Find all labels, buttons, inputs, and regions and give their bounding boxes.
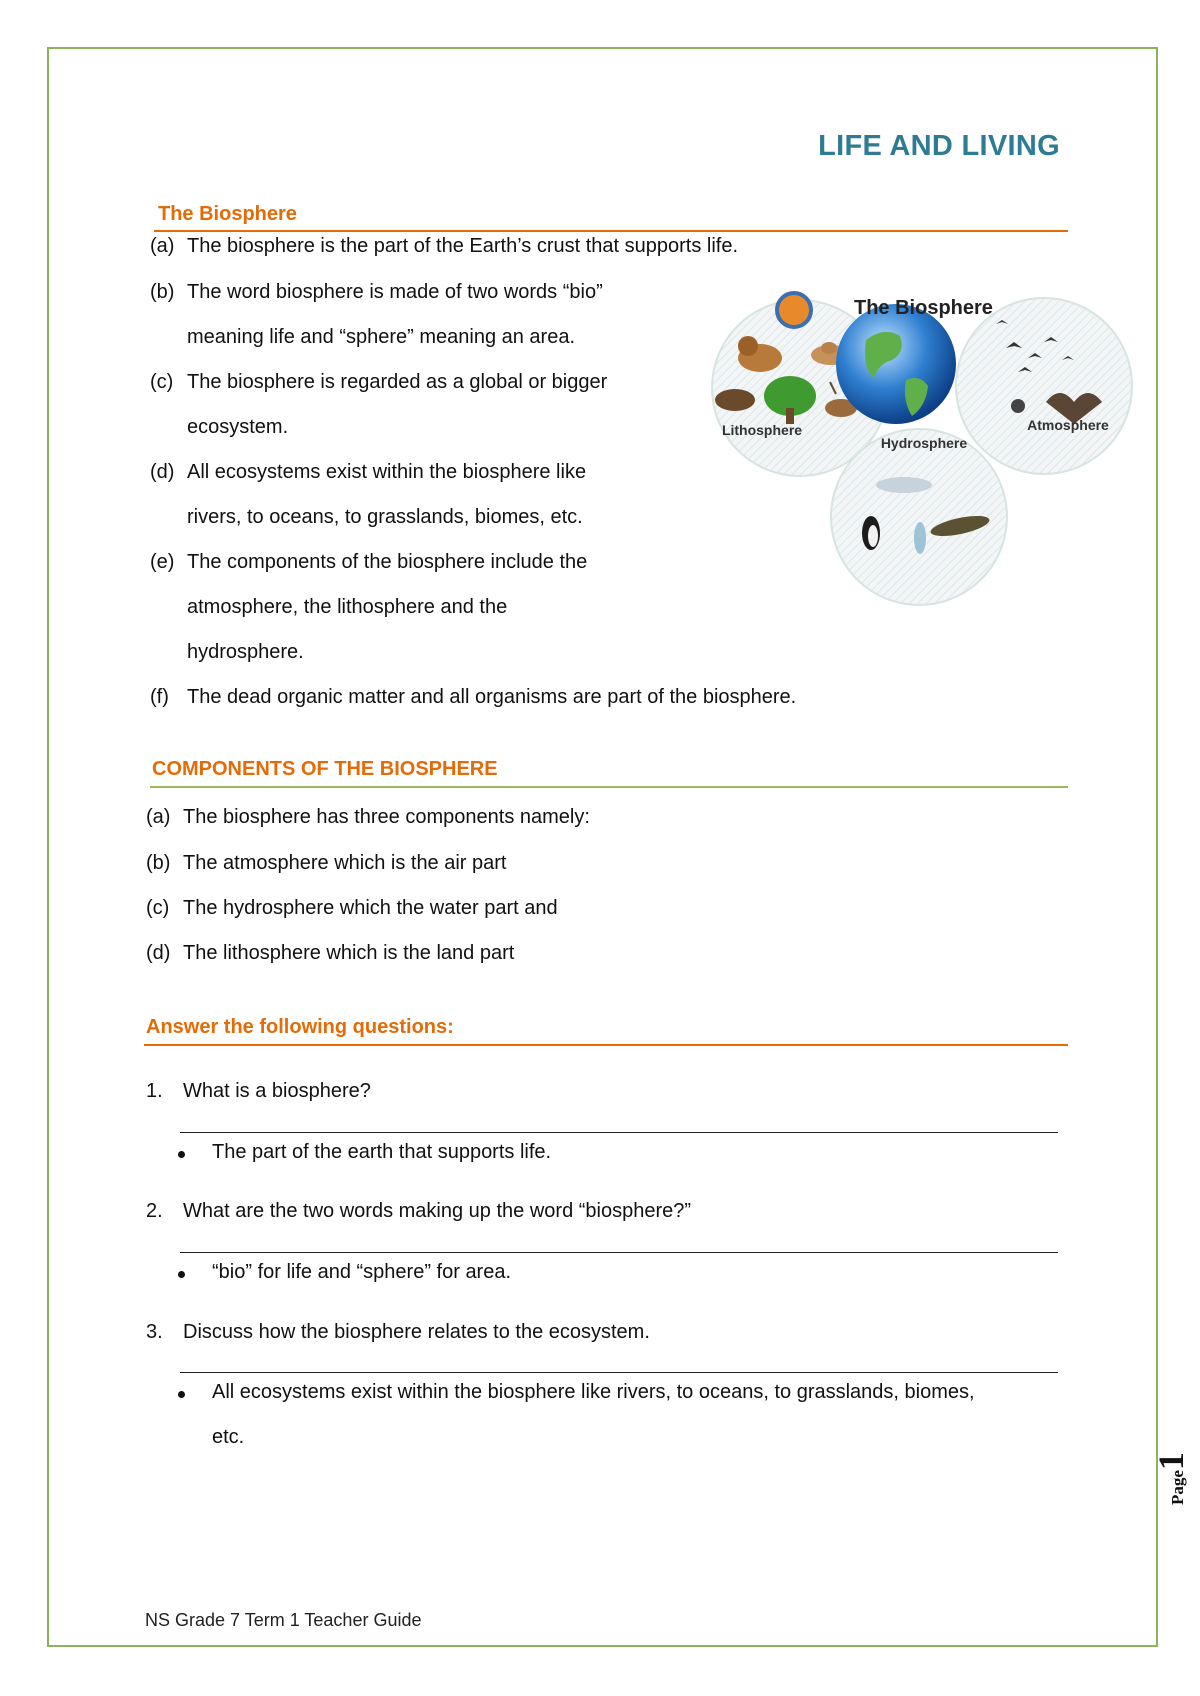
list-item-continuation: ecosystem. — [187, 416, 289, 438]
section-heading-questions: Answer the following questions: — [146, 1016, 454, 1038]
boar-icon — [715, 389, 755, 411]
atmosphere-label: Atmosphere — [1027, 417, 1109, 433]
list-item: (f) The dead organic matter and all organisms are part of the biosphere. — [150, 686, 797, 708]
biosphere-diagram — [706, 280, 1138, 620]
answer-line — [180, 1372, 1058, 1373]
dolphin-icon — [914, 522, 926, 554]
list-item-continuation: atmosphere, the lithosphere and the — [187, 596, 508, 618]
bee-icon — [1011, 399, 1025, 413]
list-item-continuation: hydrosphere. — [187, 641, 304, 663]
list-item-continuation: rivers, to oceans, to grasslands, biomes, etc. — [187, 506, 583, 528]
list-item-continuation: meaning life and “sphere” meaning an area. — [187, 326, 576, 348]
answer-text: All ecosystems exist within the biosphere like rivers, to oceans, to grasslands, biomes, — [212, 1381, 975, 1403]
bullet-point — [178, 1391, 185, 1398]
section-rule — [154, 230, 1068, 232]
list-item: (c) The biosphere is regarded as a global or bigger — [150, 371, 608, 393]
list-item: (a) The biosphere is the part of the Earth’s crust that supports life. — [150, 235, 739, 257]
answer-text: The part of the earth that supports life. — [212, 1141, 552, 1163]
whale-icon — [876, 477, 932, 493]
answer-line — [180, 1252, 1058, 1253]
section-heading-biosphere: The Biosphere — [158, 203, 297, 225]
answer-line — [180, 1132, 1058, 1133]
earth-layers-icon — [777, 293, 811, 327]
question-item: 2. What are the two words making up the word “biosphere?” — [146, 1200, 692, 1222]
bullet-point — [178, 1151, 185, 1158]
question-item: 1. What is a biosphere? — [146, 1080, 371, 1102]
list-item: (e) The components of the biosphere include the — [150, 551, 588, 573]
hydrosphere-label: Hydrosphere — [880, 435, 968, 451]
list-item: (a) The biosphere has three components namely: — [146, 806, 590, 828]
lithosphere-label: Lithosphere — [721, 422, 803, 438]
list-item: (d) The lithosphere which is the land part — [146, 942, 515, 964]
bullet-point — [178, 1271, 185, 1278]
answer-text: “bio” for life and “sphere” for area. — [212, 1261, 512, 1283]
list-item: (d) All ecosystems exist within the biosphere like — [150, 461, 587, 483]
page-title: LIFE AND LIVING — [818, 130, 1060, 162]
globe-icon — [836, 304, 956, 424]
biosphere-illustration — [706, 280, 1138, 620]
atmosphere-circle — [956, 298, 1132, 474]
section-heading-components: COMPONENTS OF THE BIOSPHERE — [152, 758, 498, 780]
section-rule — [144, 1044, 1068, 1046]
question-item: 3. Discuss how the biosphere relates to the ecosystem. — [146, 1321, 650, 1343]
list-item: (c) The hydrosphere which the water part and — [146, 897, 558, 919]
list-item: (b) The word biosphere is made of two words “bio” — [150, 281, 603, 303]
section-rule — [150, 786, 1068, 788]
page-number: Page1 — [1151, 1452, 1191, 1505]
figure-title: The Biosphere — [854, 297, 993, 319]
list-item: (b) The atmosphere which is the air part — [146, 852, 507, 874]
footer-text: NS Grade 7 Term 1 Teacher Guide — [145, 1610, 422, 1630]
answer-text-continuation: etc. — [212, 1426, 245, 1448]
